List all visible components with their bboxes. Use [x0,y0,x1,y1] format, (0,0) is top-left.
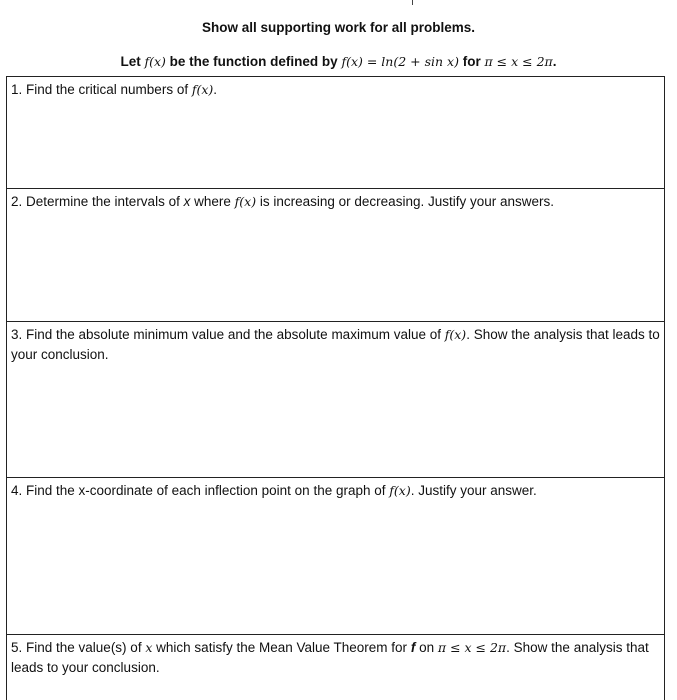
problem-box-4[interactable] [7,478,665,635]
problem-1-text: 1. Find the critical numbers of [11,82,189,97]
problem-5-text: 5. Find the value(s) of [11,640,142,655]
definition-math: f(x) = ln(2 + sin x) [341,54,459,69]
problem-table [6,76,665,700]
problem-row-5 [7,635,665,700]
problem-box-3[interactable] [7,322,665,478]
cut-mark [412,0,413,5]
definition-period: . [552,54,557,69]
problem-2-x: x [183,194,191,209]
problem-row-1 [7,77,665,189]
let-label: Let [120,54,141,69]
problem-3-text: 3. Find the absolute minimum value and the absolute maximum value of [11,327,441,342]
problem-2-math: f(x) [234,194,257,209]
domain-math: π ≤ x ≤ 2π [484,54,553,69]
problem-row-2 [7,189,665,322]
problem-box-1[interactable] [7,77,665,189]
problem-4-text-after: . Justify your answer. [410,483,537,498]
problem-1-math: f(x) [191,82,214,97]
function-definition [0,54,677,69]
problem-5-math: x [145,640,153,655]
problem-row-4 [7,478,665,635]
problem-2-where: where [194,194,231,209]
problem-box-2[interactable] [7,189,665,322]
problem-4-text: 4. Find the x-coordinate of each inflection point on the graph of [11,483,386,498]
problem-2-text: 2. Determine the intervals of [11,194,180,209]
problem-2-text-after: is increasing or decreasing. Justify your answers. [259,194,555,209]
problem-5-domain: π ≤ x ≤ 2π [437,640,507,655]
problem-3-text-after: . Show the analysis that leads to your conclusion. [11,327,660,362]
problem-box-5[interactable] [7,635,665,700]
problem-5-f: f [410,640,416,655]
problem-3-math: f(x) [444,327,467,342]
problem-1-text-after: . [213,82,218,97]
for-label: for [462,54,481,69]
top-cut-edge [0,0,677,8]
problem-4-math: f(x) [389,483,411,498]
problem-row-3 [7,322,665,478]
instruction-heading: Show all supporting work for all problems. [201,20,476,35]
fx-math: f(x) [144,54,166,69]
be-text: be the function defined by [169,54,338,69]
problem-5-mvt: which satisfy the Mean Value Theorem for [156,640,408,655]
problem-5-text-after: . Show the analysis that leads to your conclusion. [11,640,649,675]
problem-5-on: on [419,640,435,655]
